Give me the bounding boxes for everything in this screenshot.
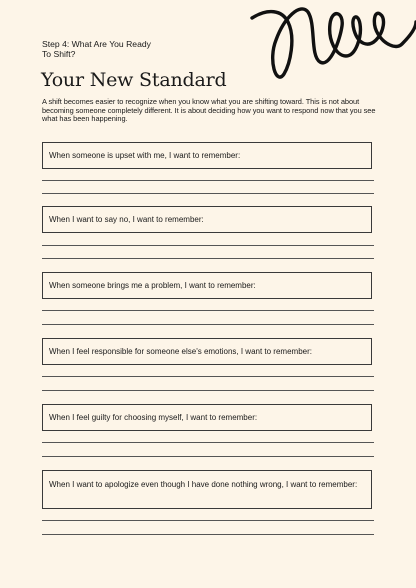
page-title: Your New Standard bbox=[41, 69, 227, 91]
step-label: Step 4: What Are You Ready To Shift? bbox=[42, 39, 151, 59]
answer-line[interactable] bbox=[42, 180, 374, 181]
answer-line[interactable] bbox=[42, 310, 374, 311]
answer-line[interactable] bbox=[42, 520, 374, 521]
prompt-box: When I want to apologize even though I have done nothing wrong, I want to remember: bbox=[42, 470, 372, 509]
prompt-box: When I feel responsible for someone else's emotions, I want to remember: bbox=[42, 338, 372, 365]
answer-line[interactable] bbox=[42, 442, 374, 443]
answer-line[interactable] bbox=[42, 193, 374, 194]
intro-paragraph: A shift becomes easier to recognize when you know what you are shifting toward. This is not about becoming someone completely different. It is about deciding how you want to respond now that you see what has been happening. bbox=[42, 97, 376, 124]
answer-line[interactable] bbox=[42, 534, 374, 535]
answer-line[interactable] bbox=[42, 258, 374, 259]
answer-line[interactable] bbox=[42, 376, 374, 377]
prompt-box: When someone is upset with me, I want to remember: bbox=[42, 142, 372, 169]
prompt-box: When someone brings me a problem, I want to remember: bbox=[42, 272, 372, 299]
answer-line[interactable] bbox=[42, 245, 374, 246]
answer-line[interactable] bbox=[42, 324, 374, 325]
answer-line[interactable] bbox=[42, 390, 374, 391]
prompt-box: When I want to say no, I want to remember: bbox=[42, 206, 372, 233]
answer-line[interactable] bbox=[42, 456, 374, 457]
scribble-decoration bbox=[250, 0, 416, 82]
prompt-box: When I feel guilty for choosing myself, I want to remember: bbox=[42, 404, 372, 431]
